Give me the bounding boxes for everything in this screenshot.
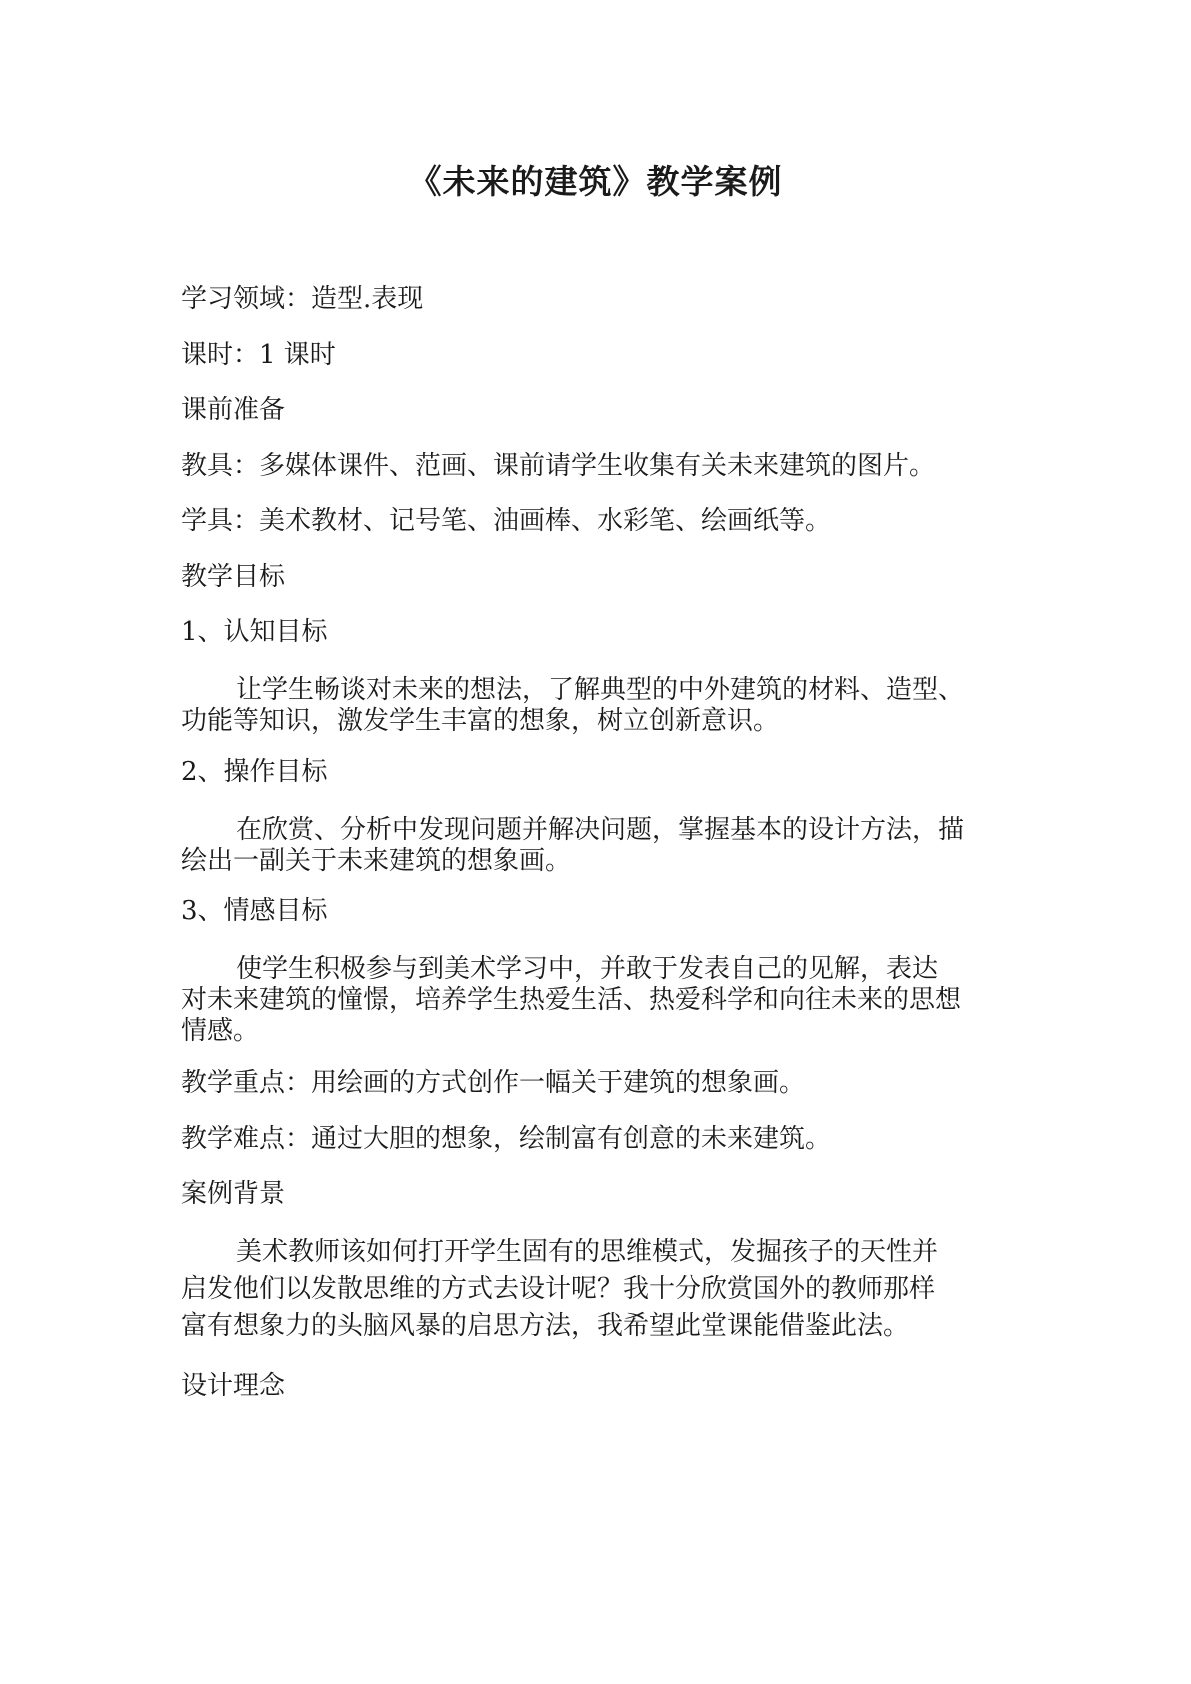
design-heading: 设计理念 xyxy=(181,1371,286,1401)
goal1-heading: 1、认知目标 xyxy=(181,617,328,647)
goal3-line: 对未来建筑的憧憬，培养学生热爱生活、热爱科学和向往未来的思想 xyxy=(181,985,962,1015)
background-line: 美术教师该如何打开学生固有的思维模式，发掘孩子的天性并 xyxy=(236,1237,939,1267)
goal3-heading: 3、情感目标 xyxy=(181,896,328,926)
background-line: 启发他们以发散思维的方式去设计呢？我十分欣赏国外的教师那样 xyxy=(181,1274,936,1304)
goal2-paragraph xyxy=(181,815,1021,877)
goal1-paragraph xyxy=(181,675,1021,737)
goal2-line: 绘出一副关于未来建筑的想象画。 xyxy=(181,846,572,876)
student-tools: 学具：美术教材、记号笔、油画棒、水彩笔、绘画纸等。 xyxy=(181,506,832,536)
goal2-line: 在欣赏、分析中发现问题并解决问题，掌握基本的设计方法，描 xyxy=(236,815,965,845)
difficulty: 教学难点：通过大胆的想象，绘制富有创意的未来建筑。 xyxy=(181,1124,832,1154)
goal2-heading: 2、操作目标 xyxy=(181,757,328,787)
key-point: 教学重点：用绘画的方式创作一幅关于建筑的想象画。 xyxy=(181,1068,806,1098)
goal1-line: 功能等知识，激发学生丰富的想象，树立创新意识。 xyxy=(181,706,780,736)
goals-heading: 教学目标 xyxy=(181,562,286,592)
learning-field: 学习领域：造型.表现 xyxy=(181,284,424,314)
background-paragraph xyxy=(181,1234,1021,1345)
goal1-line: 让学生畅谈对未来的想法，了解典型的中外建筑的材料、造型、 xyxy=(236,675,965,705)
class-hours: 课时：1 课时 xyxy=(181,340,336,370)
document-title: 《未来的建筑》教学案例 xyxy=(408,162,783,201)
background-heading: 案例背景 xyxy=(181,1179,286,1209)
prep-heading: 课前准备 xyxy=(181,395,286,425)
background-line: 富有想象力的头脑风暴的启思方法，我希望此堂课能借鉴此法。 xyxy=(181,1311,910,1341)
goal3-line: 情感。 xyxy=(181,1016,260,1046)
goal3-line: 使学生积极参与到美术学习中，并敢于发表自己的见解，表达 xyxy=(236,954,939,984)
goal3-paragraph xyxy=(181,954,1021,1047)
teacher-tools: 教具：多媒体课件、范画、课前请学生收集有关未来建筑的图片。 xyxy=(181,451,936,481)
